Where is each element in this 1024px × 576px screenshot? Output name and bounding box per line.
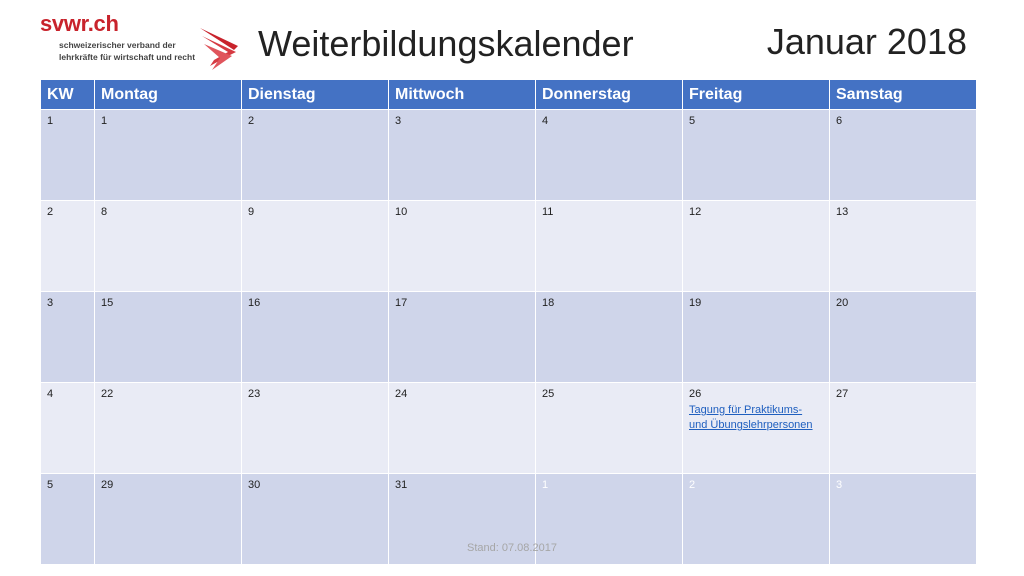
day-cell bbox=[95, 383, 242, 474]
week-row bbox=[41, 201, 977, 292]
day-cell bbox=[95, 110, 242, 201]
day-cell bbox=[830, 383, 977, 474]
week-number: 3 bbox=[47, 297, 54, 309]
column-header-montag: Montag bbox=[95, 80, 242, 110]
column-header-samstag: Samstag bbox=[830, 80, 977, 110]
day-number: 30 bbox=[248, 479, 261, 491]
day-cell bbox=[242, 201, 389, 292]
day-number: 27 bbox=[836, 388, 849, 400]
logo-subtitle-line2: lehrkräfte für wirtschaft und recht bbox=[59, 52, 196, 62]
day-number: 20 bbox=[836, 297, 849, 309]
week-number: 4 bbox=[47, 388, 54, 400]
day-number: 18 bbox=[542, 297, 555, 309]
day-number: 23 bbox=[248, 388, 261, 400]
day-cell bbox=[242, 110, 389, 201]
day-cell bbox=[95, 201, 242, 292]
day-number: 11 bbox=[542, 206, 554, 218]
week-row bbox=[41, 292, 977, 383]
week-number: 2 bbox=[47, 206, 54, 218]
footer-stand: Stand: 07.08.2017 bbox=[467, 542, 557, 554]
week-number-cell bbox=[41, 383, 95, 474]
day-cell bbox=[389, 110, 536, 201]
week-number-cell bbox=[41, 110, 95, 201]
logo-arrow-icon bbox=[198, 26, 242, 74]
day-cell bbox=[683, 292, 830, 383]
logo bbox=[40, 12, 250, 76]
week-number: 1 bbox=[47, 115, 54, 127]
column-header-mittwoch: Mittwoch bbox=[389, 80, 536, 110]
day-cell bbox=[830, 110, 977, 201]
week-number: 5 bbox=[47, 479, 54, 491]
day-cell bbox=[830, 201, 977, 292]
column-header-dienstag: Dienstag bbox=[242, 80, 389, 110]
day-number: 9 bbox=[248, 206, 255, 218]
day-number-next-month: 1 bbox=[542, 479, 549, 491]
day-number: 31 bbox=[395, 479, 408, 491]
week-row bbox=[41, 110, 977, 201]
day-number: 25 bbox=[542, 388, 555, 400]
day-cell bbox=[830, 292, 977, 383]
day-cell bbox=[242, 292, 389, 383]
column-header-donnerstag: Donnerstag bbox=[536, 80, 683, 110]
day-number: 16 bbox=[248, 297, 261, 309]
day-cell bbox=[95, 292, 242, 383]
day-cell bbox=[536, 110, 683, 201]
day-number: 19 bbox=[689, 297, 702, 309]
week-number-cell bbox=[41, 201, 95, 292]
day-number: 17 bbox=[395, 297, 408, 309]
day-cell bbox=[536, 201, 683, 292]
header-row bbox=[41, 80, 977, 110]
day-number: 8 bbox=[101, 206, 108, 218]
logo-name: svwr.ch bbox=[40, 11, 119, 36]
day-number: 12 bbox=[689, 206, 702, 218]
day-number: 4 bbox=[542, 115, 549, 127]
day-number-next-month: 2 bbox=[689, 479, 696, 491]
day-cell bbox=[389, 383, 536, 474]
day-number: 2 bbox=[248, 115, 255, 127]
column-header-freitag: Freitag bbox=[683, 80, 830, 110]
day-number: 29 bbox=[101, 479, 114, 491]
week-row bbox=[41, 383, 977, 474]
day-cell bbox=[683, 110, 830, 201]
day-number: 24 bbox=[395, 388, 408, 400]
day-number: 6 bbox=[836, 115, 843, 127]
column-header-kw: KW bbox=[41, 80, 95, 110]
day-number: 5 bbox=[689, 115, 696, 127]
day-cell bbox=[242, 383, 389, 474]
day-number-next-month: 3 bbox=[836, 479, 843, 491]
month-title: Januar 2018 bbox=[766, 21, 967, 62]
day-cell bbox=[683, 201, 830, 292]
day-cell bbox=[536, 292, 683, 383]
day-number: 22 bbox=[101, 388, 114, 400]
day-cell bbox=[683, 383, 830, 474]
event-link-tagung[interactable] bbox=[689, 403, 823, 433]
day-number: 3 bbox=[395, 115, 402, 127]
logo-subtitle-line1: schweizerischer verband der bbox=[59, 40, 176, 50]
day-number: 10 bbox=[395, 206, 408, 218]
logo-subtitle bbox=[59, 39, 195, 63]
day-number: 26 bbox=[689, 388, 702, 400]
day-cell bbox=[536, 383, 683, 474]
week-number-cell bbox=[41, 292, 95, 383]
day-number: 15 bbox=[101, 297, 114, 309]
page-title: Weiterbildungskalender bbox=[258, 23, 634, 64]
event-link-line2: und Übungslehrpersonen bbox=[689, 419, 813, 431]
day-number: 13 bbox=[836, 206, 849, 218]
day-cell bbox=[389, 292, 536, 383]
day-cell bbox=[389, 201, 536, 292]
day-number: 1 bbox=[101, 115, 108, 127]
calendar-table bbox=[40, 79, 977, 565]
event-link-line1: Tagung für Praktikums- bbox=[689, 404, 803, 416]
